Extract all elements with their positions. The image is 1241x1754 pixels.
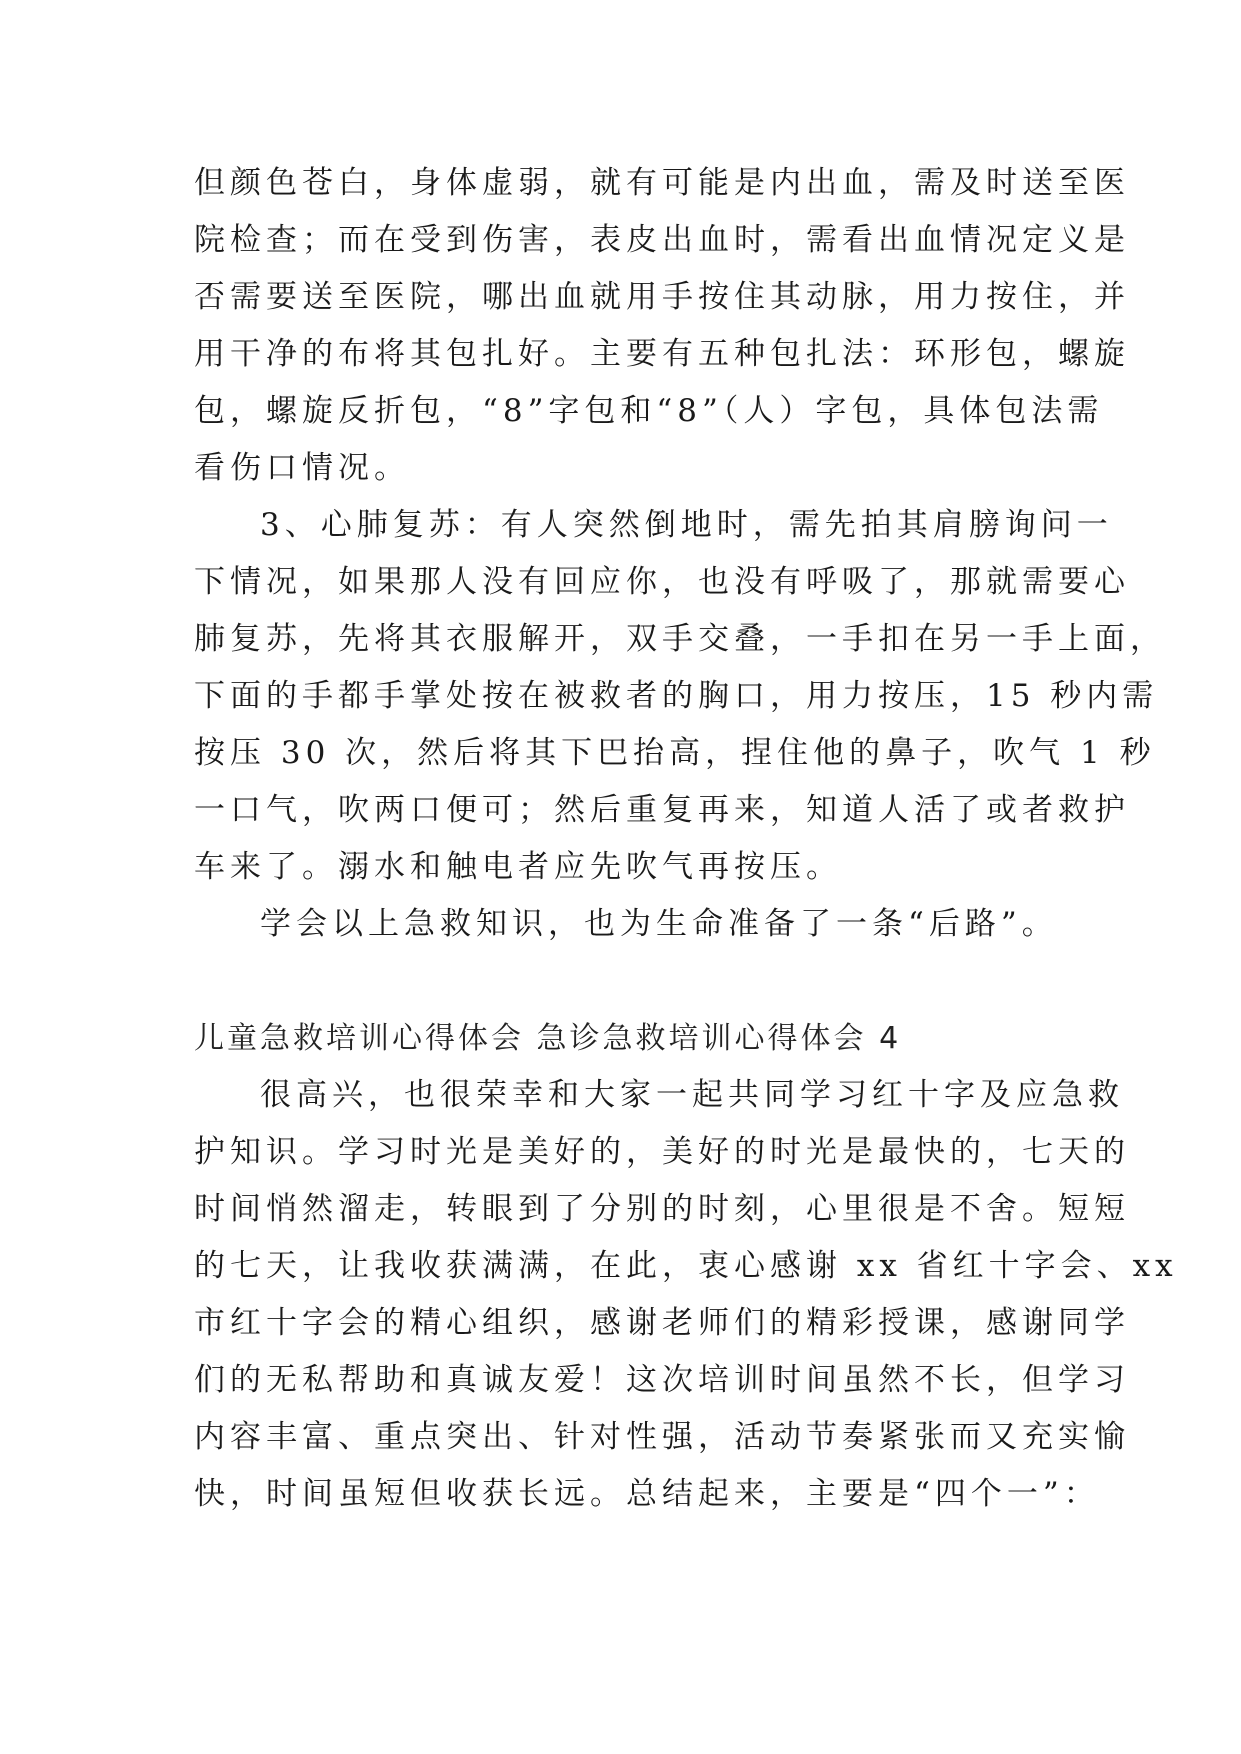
section-spacer: [194, 953, 1054, 1010]
text-line: 一口气，吹两口便可；然后重复再来，知道人活了或者救护: [194, 792, 1130, 828]
text-line: 否需要送至医院，哪出血就用手按住其动脉，用力按住，并: [194, 279, 1130, 315]
paragraph-cpr: [194, 497, 1166, 896]
text-line: 下情况，如果那人没有回应你，也没有呼吸了，那就需要心: [194, 564, 1130, 600]
text-line: 用干净的布将其包扎好。主要有五种包扎法：环形包，螺旋: [194, 336, 1130, 372]
text-line: 市红十字会的精心组织，感谢老师们的精彩授课，感谢同学: [194, 1305, 1130, 1341]
paragraph-conclusion: [194, 896, 1058, 953]
text-line: 们的无私帮助和真诚友爱！这次培训时间虽然不长，但学习: [194, 1362, 1130, 1398]
paragraph-continued: [194, 155, 1130, 497]
text-line: 护知识。学习时光是美好的，美好的时光是最快的，七天的: [194, 1134, 1130, 1170]
section-heading: 儿童急救培训心得体会 急诊急救培训心得体会 4: [194, 1021, 902, 1056]
paragraph-section4: [194, 1067, 1178, 1523]
text-line: 肺复苏，先将其衣服解开，双手交叠，一手扣在另一手上面，: [194, 621, 1166, 657]
text-line: 按压 30 次，然后将其下巴抬高，捏住他的鼻子，吹气 1 秒: [194, 735, 1156, 771]
text-line: 的七天，让我收获满满，在此，衷心感谢 xx 省红十字会、xx: [194, 1248, 1178, 1284]
text-line: 3、心肺复苏：有人突然倒地时，需先拍其肩膀询问一: [260, 507, 1113, 543]
text-line: 很高兴，也很荣幸和大家一起共同学习红十字及应急救: [260, 1077, 1124, 1113]
text-line: 包，螺旋反折包，“8”字包和“8”（人）字包，具体包法需: [194, 393, 1104, 429]
text-line: 下面的手都手掌处按在被救者的胸口，用力按压，15 秒内需: [194, 678, 1159, 714]
text-line: 快，时间虽短但收获长远。总结起来，主要是“四个一”：: [194, 1476, 1100, 1512]
text-line: 但颜色苍白，身体虚弱，就有可能是内出血，需及时送至医: [194, 165, 1130, 201]
text-line: 学会以上急救知识，也为生命准备了一条“后路”。: [260, 906, 1058, 942]
document-body: [194, 155, 1178, 1523]
text-line: 车来了。溺水和触电者应先吹气再按压。: [194, 849, 842, 885]
text-line: 内容丰富、重点突出、针对性强，活动节奏紧张而又充实愉: [194, 1419, 1130, 1455]
text-line: 院检查；而在受到伤害，表皮出血时，需看出血情况定义是: [194, 222, 1130, 258]
text-line: 看伤口情况。: [194, 450, 410, 486]
text-line: 时间悄然溜走，转眼到了分别的时刻，心里很是不舍。短短: [194, 1191, 1130, 1227]
